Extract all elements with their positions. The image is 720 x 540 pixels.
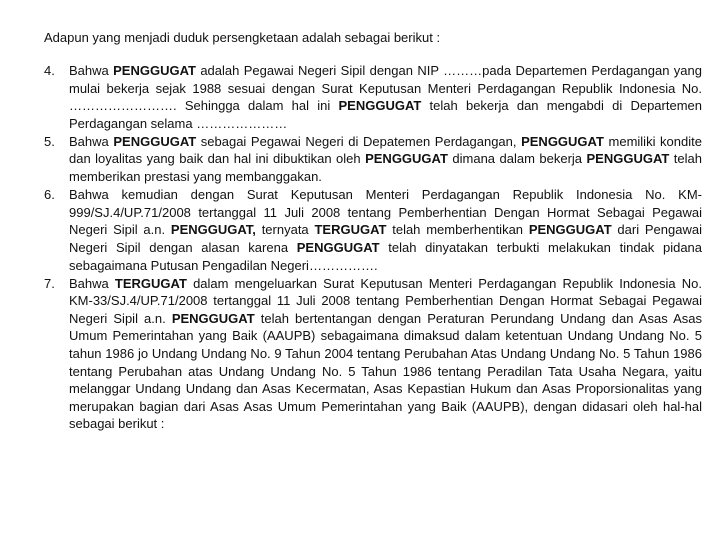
party-name: PENGGUGAT [365, 151, 448, 167]
text-run: telah memberhentikan [386, 222, 529, 238]
party-name: PENGGUGAT [528, 222, 612, 238]
text-run: telah memberikan prestasi yang membanggakan. [69, 151, 702, 185]
item-text [69, 187, 702, 272]
list-item [44, 133, 702, 186]
party-name: PENGGUGAT [338, 98, 422, 114]
text-run: sebagai Pegawai Negeri di Depatemen Perdagangan, [196, 133, 522, 149]
item-text [69, 276, 702, 432]
text-run: dalam mengeluarkan Surat Keputusan Menteri Perdagangan Republik Indonesia No. KM-33/SJ.4/UP.71/2008 tertanggal 11 Juli 2008 tentang Pemberhentian Dengan Hormat Sebagai Pegawai Negeri Sipil a.n. [69, 275, 702, 326]
party-name: PENGGUGAT [113, 63, 196, 78]
party-name: PENGGUGAT [586, 151, 670, 167]
item-number: 5. [44, 133, 55, 149]
text-run: Bahwa [69, 275, 115, 291]
item-number: 7. [44, 275, 55, 291]
intro-paragraph: Adapun yang menjadi duduk persengketaan adalah sebagai berikut : [44, 30, 441, 45]
item-text [69, 134, 702, 184]
text-run: telah bekerja dan mengabdi di Departemen Perdagangan selama ………………… [69, 98, 702, 131]
text-run: dimana dalam bekerja [447, 151, 587, 167]
text-run: adalah Pegawai Negeri Sipil dengan NIP ………pada Departemen Perdagangan yang mulai bekerja sejak 1988 sesuai dengan Surat Keputusan Menteri Perdagangan Republik Indonesia No. ……………………. Sehingga dalam hal ini [69, 63, 702, 114]
text-run: ternyata [255, 222, 315, 238]
party-name: PENGGUGAT [521, 133, 604, 149]
text-run: Bahwa kemudian dengan Surat Keputusan Menteri Perdagangan Republik Indonesia No. KM-999/SJ.4/UP.71/2008 tertanggal 11 Juli 2008 tentang Pemberhentian Dengan Hormat Sebagai Pegawai Negeri Sipil a.n. [69, 187, 702, 238]
list-item [44, 186, 702, 274]
list-item [44, 275, 702, 433]
text-run: Bahwa [69, 133, 114, 149]
item-number: 6. [44, 187, 55, 203]
numbered-list [44, 62, 702, 433]
text-run: dari Pengawai Negeri Sipil dengan alasan karena [69, 222, 702, 255]
item-number: 4. [44, 63, 55, 78]
party-name: PENGGUGAT [296, 239, 380, 255]
party-name: TERGUGAT [114, 275, 187, 291]
party-name: PENGGUGAT, [170, 222, 256, 238]
text-run: Bahwa [69, 63, 114, 78]
party-name: PENGGUGAT [171, 310, 255, 326]
item-text [69, 63, 702, 131]
party-name: PENGGUGAT [113, 133, 197, 149]
text-run: memiliki kondite dan loyalitas yang baik dan hal ini dibuktikan oleh [69, 133, 702, 167]
list-item [44, 62, 702, 132]
party-name: TERGUGAT [314, 222, 387, 238]
text-run: telah bertentangan dengan Peraturan Perundang Undang dan Asas Asas Umum Pemerintahan yang Baik (AAUPB) sebagaimana dimaksud dalam ketentuan Undang Undang No. 5 tahun 1986 jo Undang Undang No. 9 Tahun 2004 tentang Perubahan Atas Undang Undang No. 5 Tahun 1986 tentang Perubahan atas Undang Undang No. 5 Tahun 1986 tentang Peradilan Tata Usaha Negara, yaitu melanggar Undang Undang dan Asas Kecermatan, Asas Kepastian Hukum dan Asas Proporsionalitas yang merupakan bagian dari Asas Asas Umum Pemerintahan yang Baik (AAUPB), dengan didasari oleh hal-hal sebagai berikut : [69, 310, 702, 432]
text-run: telah dinyatakan terbukti melakukan tindak pidana sebagaimana Putusan Pengadilan Negeri……………. [69, 239, 703, 273]
